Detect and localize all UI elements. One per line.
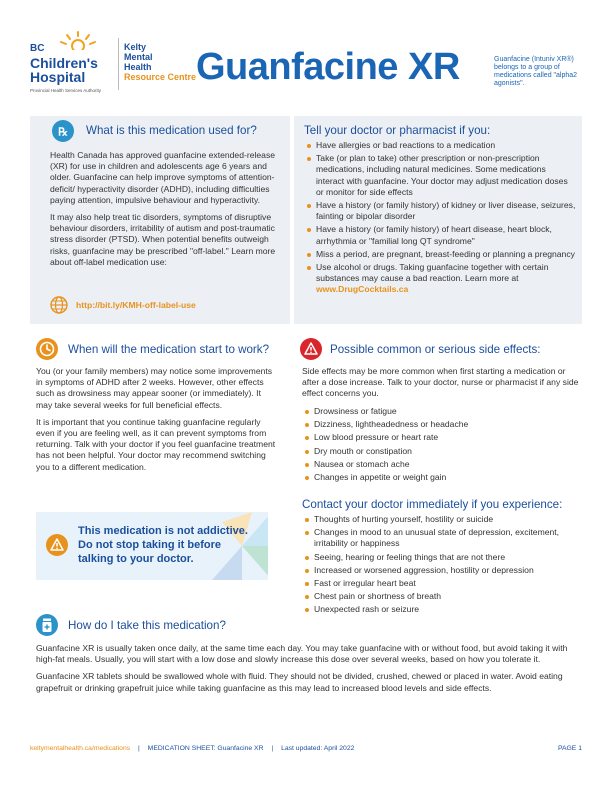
footer [30,745,580,752]
start-work-p1: You (or your family members) may notice some improvements in symptoms of ADHD after 2 weeks. However, other effects such as drowsiness may appear sooner (or immediately). It may take several weeks for full beneficial effects. [36,366,273,410]
list-item: Dizziness, lightheadedness or headache [304,419,584,430]
how-take-p2: Guanfacine XR tablets should be swallowed whole with fluid. They should not be divided, crushed, chewed or placed in water. Avoid eating grapefruit or drinking grapefruit juice while taking guanfacine as this may lead to increased blood levels and side effects. [36,671,563,693]
clock-icon [36,338,58,360]
footer-updated: Last updated: April 2022 [281,745,355,752]
list-item: Have a history (or family history) of heart disease, heart block, arrhythmia or "familial long QT syndrome" [306,224,576,246]
kelty-line4: Resource Centre [124,72,197,82]
callout-warning-icon [46,534,68,556]
footer-separator: | [271,745,274,752]
side-effects-heading: Possible common or serious side effects: [330,343,541,356]
list-item: Increased or worsened aggression, hostility or depression [304,565,584,576]
list-item: Low blood pressure or heart rate [304,432,584,443]
start-work-heading: When will the medication start to work? [68,343,270,356]
kelty-logo [124,42,196,82]
list-item: Changes in appetite or weight gain [304,472,584,483]
page-title: Guanfacine XR [196,46,460,88]
bch-line1: BC [30,43,45,54]
start-work-body [36,366,276,479]
bc-childrens-hospital-logo [30,30,110,100]
footer-sheet-name: MEDICATION SHEET: Guanfacine XR [147,745,264,752]
callout-text [78,524,248,566]
contact-list [304,514,584,618]
logo-divider [118,38,119,90]
tell-doctor-list [306,140,576,298]
list-item: Seeing, hearing or feeling things that are not there [304,552,584,563]
list-item [306,262,576,296]
used-for-p1: Health Canada has approved guanfacine extended-release (XR) for use in children and adolescents age 6 years and older. Guanfacine can help improve symptoms of attention-deficit/ hyperactivity disorder (ADHD), including difficulties paying attention, impulsive behaviour and hyperactivity. [50,150,276,205]
svg-text:℞: ℞ [58,126,68,139]
list-item: Drowsiness or fatigue [304,406,584,417]
warning-icon [300,338,322,360]
bch-wordmark [30,42,98,84]
kelty-line2: Mental [124,52,153,62]
side-effects-list [304,406,584,485]
used-for-panel [30,116,290,324]
list-item: Miss a period, are pregnant, breast-feeding or planning a pregnancy [306,249,576,260]
list-item: Take (or plan to take) other prescription or non-prescription medications, including natural medicines. Some medications interact with guanfacine. Your doctor may adjust medication doses or monitor for side effects [306,153,576,198]
list-item: Dry mouth or constipation [304,446,584,457]
title-note: Guanfacine (Intuniv XR®) belongs to a group of medications called "alpha2 agonists". [494,56,578,87]
how-take-heading: How do I take this medication? [68,619,226,632]
not-addictive-callout [36,512,268,580]
callout-line1: This medication is not addictive. [78,525,248,537]
start-work-p2: It is important that you continue taking guanfacine regularly even if you are feeling well, as it can prevent symptoms from returning. Talk with your doctor if you feel guanfacine treatment has not been helpful. Your doctor may recommend switching you to a different medication. [36,416,276,472]
callout-line3: talking to your doctor. [78,553,194,565]
used-for-p2: It may also help treat tic disorders, symptoms of disruptive behaviour disorders, irritability of autism and post-traumatic stress disorder (PTSD). When potential benefits outweigh risks, guanfacine may be prescribed "off-label." Learn more about off-label medication use: [50,212,276,267]
list-item: Have a history (or family history) of kidney or liver disease, seizures, fainting or bipolar disorder [306,200,576,222]
drugcocktails-link[interactable]: www.DrugCocktails.ca [316,284,409,295]
tell-doctor-panel [294,116,582,324]
used-for-body [50,150,282,274]
tell-doctor-heading: Tell your doctor or pharmacist if you: [304,124,491,137]
how-take-body [36,643,582,700]
footer-separator: | [138,745,140,752]
kelty-line3: Health [124,62,152,72]
bch-line3: Hospital [30,69,86,85]
list-item: Changes in mood to an unusual state of depression, excitement, irritability or happiness [304,527,584,549]
list-item: Thoughts of hurting yourself, hostility or suicide [304,514,584,525]
header [30,30,590,100]
off-label-link[interactable]: http://bit.ly/KMH-off-label-use [76,300,196,310]
list-item: Chest pain or shortness of breath [304,591,584,602]
rx-icon [52,120,74,142]
globe-icon [50,296,68,314]
last-item-text: Use alcohol or drugs. Taking guanfacine together with certain substances may cause a bad reaction. Learn more at [316,262,549,284]
list-item: Fast or irregular heart beat [304,578,584,589]
used-for-heading: What is this medication used for? [86,124,257,137]
kelty-line1: Kelty [124,42,147,52]
bch-line2: Children's [30,55,98,71]
off-label-link-row[interactable] [50,296,282,314]
callout-line2: Do not stop taking it before [78,539,221,551]
contact-heading: Contact your doctor immediately if you experience: [302,498,563,511]
page-number: PAGE 1 [557,745,582,752]
list-item: Nausea or stomach ache [304,459,584,470]
how-take-p1: Guanfacine XR is usually taken once daily, at the same time each day. You may take guanfacine with or without food, but avoid taking it with high-fat meals. Usually, you will start with a low dose and slowly increase this dose over several weeks, based on how you tolerate it. [36,643,568,665]
pill-bottle-icon [36,614,58,636]
side-effects-intro: Side effects may be more common when first starting a medication or after a dose increase. Talk to your doctor, nurse or pharmacist if any side effect concerns you. [302,366,579,399]
footer-url-link[interactable]: keltymentalhealth.ca/medications [30,745,131,752]
list-item: Unexpected rash or seizure [304,604,584,615]
bch-subtitle: Provincial Health Services Authority [30,88,102,93]
list-item: Have allergies or bad reactions to a medication [306,140,576,151]
